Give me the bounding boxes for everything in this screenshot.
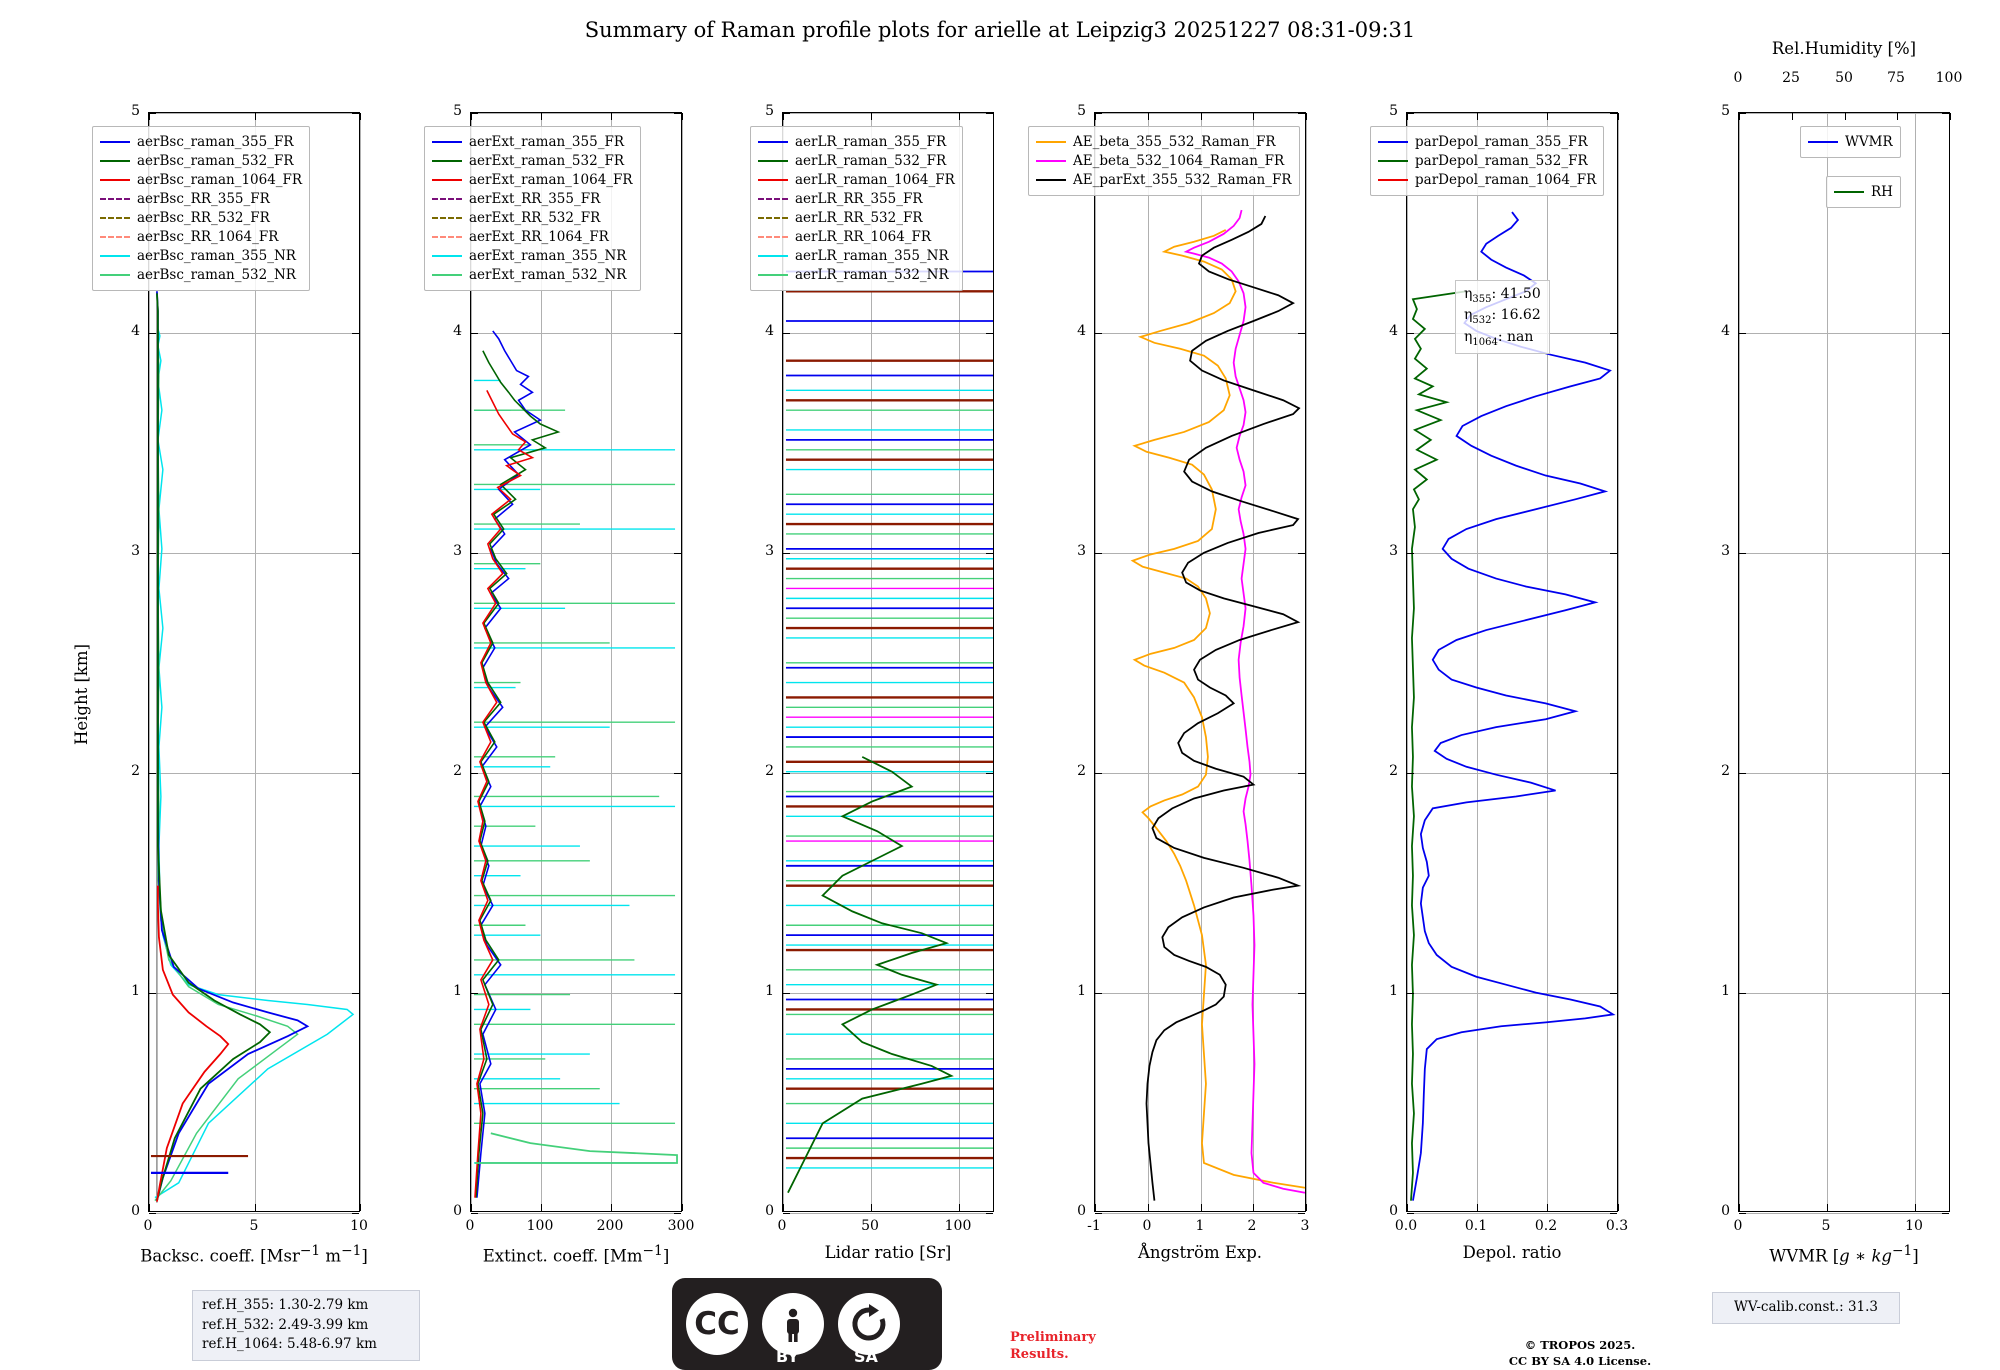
gridline — [1739, 1213, 1949, 1214]
legend-item[interactable] — [1834, 182, 1893, 201]
legend-swatch — [758, 274, 788, 276]
legend-angstrom[interactable] — [1028, 126, 1300, 196]
top-axis-title-rh: Rel.Humidity [%] — [1771, 39, 1917, 58]
legend-item[interactable] — [432, 246, 633, 265]
y-tick-label: 2 — [131, 763, 140, 779]
legend-label: aerBsc_raman_1064_FR — [137, 171, 303, 188]
gridline — [1739, 113, 1740, 1211]
legend-item[interactable] — [758, 227, 955, 246]
x-tick-label: 50 — [861, 1218, 879, 1234]
cc-license-badge[interactable] — [672, 1278, 942, 1370]
legend-swatch — [758, 255, 788, 257]
x-tick-label: 10 — [1905, 1218, 1923, 1234]
y-tick-label: 5 — [1389, 103, 1398, 119]
y-tick-label: 2 — [1077, 763, 1086, 779]
x-tick-label: 0.2 — [1534, 1218, 1558, 1234]
panel-wvmr — [1738, 112, 1950, 1212]
y-tick-label: 1 — [765, 983, 774, 999]
legend-label: parDepol_raman_1064_FR — [1415, 171, 1597, 188]
x-tick-label: 2 — [1247, 1218, 1257, 1234]
figure-title: Summary of Raman profile plots for arielle at Leipzig3 20251227 08:31-09:31 — [584, 18, 1416, 42]
legend-swatch — [758, 141, 788, 143]
tropos-copyright — [1480, 1338, 1680, 1369]
legend-label: parDepol_raman_355_FR — [1415, 133, 1588, 150]
legend-swatch — [1036, 179, 1066, 181]
x-tick-label: 0.0 — [1394, 1218, 1418, 1234]
rh-tick-label: 50 — [1835, 70, 1853, 86]
gridline — [1827, 113, 1828, 1211]
y-tick-label: 4 — [131, 323, 140, 339]
y-tick-label: 1 — [453, 983, 462, 999]
legend-swatch — [1378, 179, 1408, 181]
legend-label: aerBsc_RR_532_FR — [137, 209, 270, 226]
cc-by-label: BY — [776, 1347, 799, 1366]
legend-label: aerLR_RR_532_FR — [795, 209, 923, 226]
legend-swatch — [432, 274, 462, 276]
gridline — [1739, 993, 1949, 994]
legend-item[interactable] — [100, 208, 302, 227]
legend-wvmr[interactable] — [1800, 126, 1901, 158]
legend-item[interactable] — [1378, 132, 1596, 151]
gridline — [1739, 773, 1949, 774]
legend-backscatter[interactable] — [92, 126, 310, 291]
legend-item[interactable] — [758, 189, 955, 208]
x-tick-label: 10 — [350, 1218, 368, 1234]
cc-sa-icon — [838, 1293, 900, 1355]
eta-532-line: $\eta_{532}$: 16.62 — [1464, 307, 1541, 327]
x-axis-title-lidar-ratio: Lidar ratio [Sr] — [824, 1243, 952, 1262]
legend-item[interactable] — [758, 170, 955, 189]
legend-lidar-ratio[interactable] — [750, 126, 963, 291]
y-tick-label: 3 — [1721, 543, 1730, 559]
x-axis-title-wvmr: WVMR [g ∗ $kg^{-1}$] — [1769, 1243, 1919, 1266]
legend-item[interactable] — [1808, 132, 1893, 151]
ref-heights-box — [192, 1290, 420, 1361]
legend-item[interactable] — [1378, 170, 1596, 189]
y-tick-label: 5 — [453, 103, 462, 119]
y-tick-label: 3 — [765, 543, 774, 559]
legend-label: parDepol_raman_532_FR — [1415, 152, 1588, 169]
legend-item[interactable] — [100, 132, 302, 151]
gridline — [1618, 113, 1619, 1211]
legend-rh[interactable] — [1826, 176, 1901, 208]
panel-depol — [1406, 112, 1618, 1212]
gridline — [783, 1213, 993, 1214]
legend-swatch — [1036, 141, 1066, 143]
ref-height-532: ref.H_532: 2.49-3.99 km — [202, 1316, 369, 1333]
gridline — [1095, 1213, 1305, 1214]
legend-item[interactable] — [758, 246, 955, 265]
legend-item[interactable] — [758, 208, 955, 227]
cc-by-icon — [762, 1293, 824, 1355]
y-tick-label: 4 — [453, 323, 462, 339]
legend-label: aerLR_raman_532_NR — [795, 266, 949, 283]
legend-swatch — [1378, 141, 1408, 143]
gridline — [1407, 1213, 1617, 1214]
x-tick-label: 0 — [1142, 1218, 1152, 1234]
y-tick-label: 3 — [131, 543, 140, 559]
preliminary-line-2: Results. — [1010, 1346, 1069, 1362]
legend-label: aerExt_raman_532_FR — [469, 152, 624, 169]
y-axis-title: Height [km] — [72, 643, 91, 745]
x-tick-label: 0 — [465, 1218, 475, 1234]
y-tick-label: 2 — [453, 763, 462, 779]
y-tick-label: 0 — [1389, 1203, 1398, 1219]
rh-tick-label: 75 — [1887, 70, 1905, 86]
gridline — [1739, 113, 1949, 114]
cc-sa-label: SA — [854, 1347, 878, 1366]
legend-item[interactable] — [758, 151, 955, 170]
x-axis-title-backscatter: Backsc. coeff. [Msr$^{-1}$ $m^{-1}$] — [140, 1243, 368, 1266]
legend-label: aerExt_RR_1064_FR — [469, 228, 609, 245]
legend-item[interactable] — [1036, 170, 1292, 189]
gridline — [1915, 113, 1916, 1211]
legend-swatch — [100, 274, 130, 276]
legend-swatch — [100, 179, 130, 181]
legend-label: aerExt_RR_532_FR — [469, 209, 601, 226]
legend-swatch — [100, 255, 130, 257]
y-tick-label: 3 — [1077, 543, 1086, 559]
x-tick-label: 300 — [667, 1218, 695, 1234]
cc-icon: CC — [686, 1293, 748, 1355]
gridline — [1306, 113, 1307, 1211]
rh-tick-label: 100 — [1935, 70, 1963, 86]
legend-label: aerLR_raman_532_FR — [795, 152, 947, 169]
legend-label: aerBsc_RR_1064_FR — [137, 228, 279, 245]
legend-item[interactable] — [432, 132, 633, 151]
legend-item[interactable] — [432, 170, 633, 189]
legend-item[interactable] — [100, 189, 302, 208]
legend-label: aerExt_raman_532_NR — [469, 266, 627, 283]
legend-swatch — [100, 141, 130, 143]
legend-item[interactable] — [100, 151, 302, 170]
legend-swatch — [1036, 160, 1066, 162]
legend-item[interactable] — [432, 265, 633, 284]
y-tick-label: 0 — [1077, 1203, 1086, 1219]
y-tick-label: 5 — [1077, 103, 1086, 119]
legend-label: RH — [1871, 183, 1893, 200]
legend-label: aerBsc_RR_355_FR — [137, 190, 270, 207]
legend-item[interactable] — [432, 189, 633, 208]
y-tick-label: 5 — [1721, 103, 1730, 119]
legend-label: aerBsc_raman_532_FR — [137, 152, 294, 169]
x-axis-title-extinction: Extinct. coeff. $[Mm^{-1}]$ — [482, 1243, 670, 1266]
legend-swatch — [432, 217, 462, 219]
ref-height-1064: ref.H_1064: 5.48-6.97 km — [202, 1336, 377, 1353]
legend-label: AE_beta_532_1064_Raman_FR — [1073, 152, 1285, 169]
legend-swatch — [432, 236, 462, 238]
y-tick-label: 5 — [131, 103, 140, 119]
gridline — [360, 113, 361, 1211]
wv-calib-value: WV-calib.const.: 31.3 — [1733, 1299, 1879, 1315]
x-tick-label: 0 — [777, 1218, 787, 1234]
x-tick-label: 3 — [1300, 1218, 1310, 1234]
plot-area-angstrom — [1095, 113, 1305, 1211]
plot-area-wvmr — [1739, 113, 1949, 1211]
y-tick-label: 1 — [1721, 983, 1730, 999]
x-tick-label: 200 — [596, 1218, 624, 1234]
panel-angstrom — [1094, 112, 1306, 1212]
legend-item[interactable] — [100, 265, 302, 284]
x-axis-title-depol: Depol. ratio — [1462, 1243, 1562, 1262]
legend-label: AE_parExt_355_532_Raman_FR — [1073, 171, 1292, 188]
x-tick-label: 0 — [1733, 1218, 1743, 1234]
gridline — [682, 113, 683, 1211]
legend-swatch — [758, 236, 788, 238]
legend-swatch — [1834, 191, 1864, 193]
legend-swatch — [100, 160, 130, 162]
legend-swatch — [100, 198, 130, 200]
gridline — [1739, 333, 1949, 334]
y-tick-label: 0 — [765, 1203, 774, 1219]
legend-label: aerExt_raman_1064_FR — [469, 171, 633, 188]
y-tick-label: 3 — [1389, 543, 1398, 559]
depol-curves — [1407, 113, 1617, 1203]
legend-label: aerLR_raman_355_NR — [795, 247, 949, 264]
rh-tick-label: 25 — [1782, 70, 1800, 86]
legend-label: aerExt_RR_355_FR — [469, 190, 601, 207]
legend-swatch — [100, 217, 130, 219]
legend-label: WVMR — [1845, 133, 1893, 150]
legend-swatch — [432, 179, 462, 181]
y-tick-label: 4 — [765, 323, 774, 339]
legend-swatch — [758, 179, 788, 181]
y-tick-label: 0 — [1721, 1203, 1730, 1219]
legend-item[interactable] — [432, 151, 633, 170]
y-tick-label: 4 — [1077, 323, 1086, 339]
legend-depol[interactable] — [1370, 126, 1604, 196]
x-axis-title-angstrom: Ångström Exp. — [1137, 1243, 1263, 1262]
legend-label: aerBsc_raman_532_NR — [137, 266, 296, 283]
legend-item[interactable] — [432, 208, 633, 227]
y-tick-label: 2 — [765, 763, 774, 779]
eta-355-line: $\eta_{355}$: 41.50 — [1464, 286, 1541, 305]
y-tick-label: 2 — [1389, 763, 1398, 779]
x-tick-label: 1 — [1195, 1218, 1205, 1234]
x-tick-label: 0.3 — [1605, 1218, 1629, 1234]
legend-swatch — [432, 141, 462, 143]
y-tick-label: 0 — [453, 1203, 462, 1219]
legend-label: aerLR_raman_355_FR — [795, 133, 947, 150]
preliminary-results-note — [1010, 1330, 1096, 1364]
tropos-line-1: © TROPOS 2025. — [1524, 1338, 1636, 1352]
x-tick-label: 5 — [1821, 1218, 1831, 1234]
legend-item[interactable] — [1036, 132, 1292, 151]
x-tick-label: 100 — [944, 1218, 972, 1234]
legend-swatch — [758, 160, 788, 162]
ref-height-355: ref.H_355: 1.30-2.79 km — [202, 1297, 369, 1313]
legend-label: aerLR_RR_1064_FR — [795, 228, 932, 245]
legend-label: AE_beta_355_532_Raman_FR — [1073, 133, 1276, 150]
gridline — [1739, 553, 1949, 554]
y-tick-label: 1 — [131, 983, 140, 999]
legend-item[interactable] — [758, 265, 955, 284]
legend-label: aerExt_raman_355_NR — [469, 247, 627, 264]
x-tick-label: 100 — [526, 1218, 554, 1234]
y-tick-label: 1 — [1077, 983, 1086, 999]
legend-label: aerLR_raman_1064_FR — [795, 171, 955, 188]
legend-swatch — [100, 236, 130, 238]
legend-item[interactable] — [432, 227, 633, 246]
eta-1064-line: $\eta_{1064}$: nan — [1464, 328, 1534, 348]
wv-calib-box — [1712, 1292, 1900, 1324]
x-tick-label: -1 — [1087, 1218, 1101, 1234]
legend-item[interactable] — [758, 132, 955, 151]
tropos-line-2: CC BY SA 4.0 License. — [1508, 1353, 1652, 1368]
y-tick-label: 1 — [1389, 983, 1398, 999]
y-tick-label: 3 — [453, 543, 462, 559]
legend-swatch — [1378, 160, 1408, 162]
legend-label: aerBsc_raman_355_NR — [137, 247, 296, 264]
legend-swatch — [1808, 141, 1838, 143]
y-tick-label: 5 — [765, 103, 774, 119]
plot-area-depol — [1407, 113, 1617, 1211]
legend-swatch — [432, 198, 462, 200]
x-tick-label: 5 — [249, 1218, 259, 1234]
legend-item[interactable] — [1378, 151, 1596, 170]
legend-label: aerLR_RR_355_FR — [795, 190, 923, 207]
angstrom-curves — [1095, 113, 1305, 1203]
x-tick-label: 0.1 — [1464, 1218, 1488, 1234]
y-tick-label: 2 — [1721, 763, 1730, 779]
legend-item[interactable] — [100, 227, 302, 246]
depol-eta-annotation — [1455, 280, 1550, 354]
legend-item[interactable] — [100, 170, 302, 189]
legend-swatch — [758, 198, 788, 200]
rh-tick-label: 0 — [1733, 70, 1743, 86]
legend-item[interactable] — [1036, 151, 1292, 170]
preliminary-line-1: Preliminary — [1010, 1330, 1096, 1345]
gridline — [149, 1213, 359, 1214]
gridline — [471, 1213, 681, 1214]
legend-swatch — [432, 255, 462, 257]
legend-swatch — [432, 160, 462, 162]
legend-extinction[interactable] — [424, 126, 641, 291]
legend-item[interactable] — [100, 246, 302, 265]
legend-label: aerExt_raman_355_FR — [469, 133, 624, 150]
legend-swatch — [758, 217, 788, 219]
y-tick-label: 4 — [1389, 323, 1398, 339]
y-tick-label: 0 — [131, 1203, 140, 1219]
x-tick-label: 0 — [143, 1218, 153, 1234]
y-tick-label: 4 — [1721, 323, 1730, 339]
legend-label: aerBsc_raman_355_FR — [137, 133, 294, 150]
